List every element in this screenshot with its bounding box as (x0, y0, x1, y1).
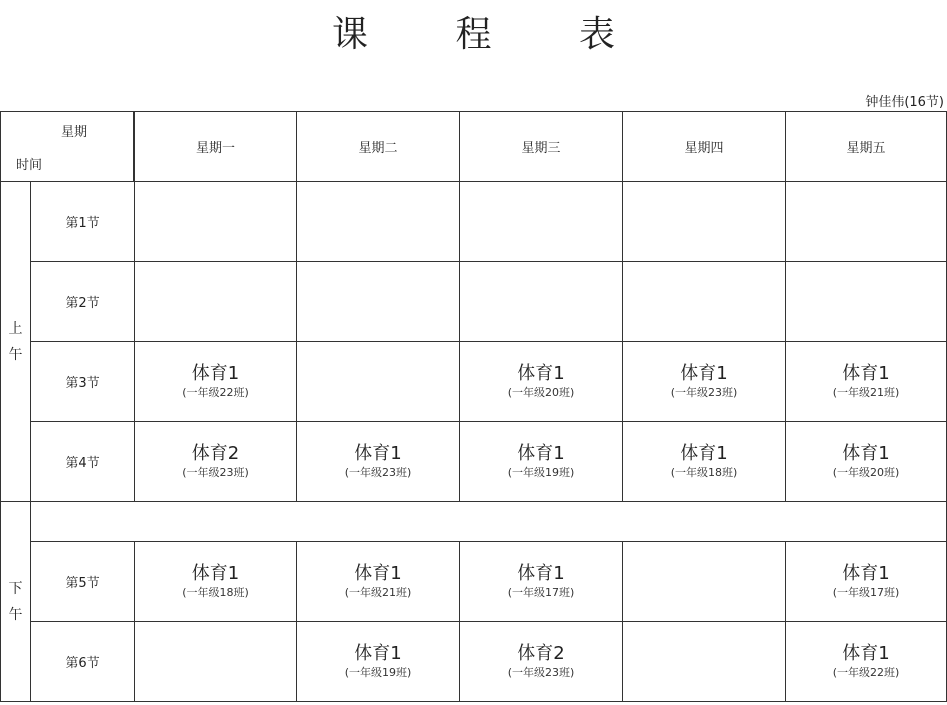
period-label (30, 421, 135, 502)
course-cell (622, 421, 786, 502)
empty-cell (622, 181, 786, 262)
period-label (30, 541, 135, 622)
course-cell (459, 541, 623, 622)
course-class: (一年级22班) (182, 385, 249, 399)
course-class: (一年级19班) (507, 465, 575, 479)
course-class: (一年级17班) (507, 585, 575, 599)
page-title (0, 6, 947, 57)
empty-cell (459, 181, 623, 262)
course-cell (296, 621, 460, 702)
empty-cell (296, 261, 460, 342)
course-class: (一年级23班) (507, 665, 575, 679)
course-subject: 体育1 (517, 362, 565, 384)
period-label-text: 第4节 (65, 456, 100, 471)
course-subject: 体育1 (842, 362, 890, 384)
half-day-afternoon (0, 501, 31, 702)
course-cell (785, 541, 947, 622)
course-class: (一年级20班) (832, 465, 900, 479)
course-subject: 体育1 (354, 442, 402, 464)
period-label-text: 第2节 (65, 296, 100, 311)
period-label-text: 第5节 (65, 576, 100, 591)
course-class: (一年级23班) (670, 385, 738, 399)
corner-header (0, 111, 134, 182)
period-label (30, 621, 135, 702)
day-header-label: 星期一 (195, 141, 235, 156)
course-cell (785, 621, 947, 702)
half-day-char: 下 (8, 580, 23, 597)
day-header-wed (459, 111, 623, 182)
course-subject: 体育1 (842, 642, 890, 664)
empty-cell (134, 261, 297, 342)
empty-cell (134, 181, 297, 262)
empty-cell (622, 541, 786, 622)
course-cell (459, 421, 623, 502)
title-char: 程 (455, 14, 492, 55)
period-label-text: 第6节 (65, 656, 100, 671)
empty-cell (459, 261, 623, 342)
course-subject: 体育1 (517, 562, 565, 584)
half-day-morning (0, 181, 31, 502)
course-class: (一年级18班) (670, 465, 738, 479)
teacher-label: 钟佳伟(16节) (865, 95, 944, 110)
half-day-char: 午 (8, 606, 23, 623)
day-header-label: 星期五 (846, 141, 886, 156)
empty-cell (134, 621, 297, 702)
course-class: (一年级21班) (832, 385, 900, 399)
day-header-label: 星期二 (358, 141, 398, 156)
half-day-char: 午 (8, 346, 23, 363)
half-day-char: 上 (8, 320, 23, 337)
course-subject: 体育2 (517, 642, 565, 664)
period-label (30, 261, 135, 342)
course-cell (459, 341, 623, 422)
empty-cell (785, 181, 947, 262)
course-subject: 体育1 (842, 562, 890, 584)
empty-cell (622, 621, 786, 702)
period-label (30, 341, 135, 422)
course-cell (134, 541, 297, 622)
course-subject: 体育1 (191, 562, 240, 584)
course-cell (296, 421, 460, 502)
day-header-mon (134, 111, 297, 182)
day-header-fri (785, 111, 947, 182)
period-label-text: 第3节 (65, 376, 100, 391)
lunch-break-row (30, 501, 947, 542)
course-subject: 体育1 (354, 562, 402, 584)
course-class: (一年级20班) (507, 385, 575, 399)
empty-cell (296, 181, 460, 262)
course-class: (一年级19班) (344, 665, 412, 679)
empty-cell (296, 341, 460, 422)
course-subject: 体育1 (680, 442, 728, 464)
course-subject: 体育1 (354, 642, 402, 664)
course-cell (296, 541, 460, 622)
course-class: (一年级22班) (832, 665, 900, 679)
course-cell (785, 341, 947, 422)
course-cell (785, 421, 947, 502)
corner-bottom-label: 时间 (16, 158, 43, 173)
title-char: 课 (332, 14, 369, 55)
course-class: (一年级21班) (344, 585, 412, 599)
course-cell (134, 341, 297, 422)
course-cell (459, 621, 623, 702)
empty-cell (622, 261, 786, 342)
corner-top-label: 星期 (61, 125, 88, 140)
title-char: 表 (578, 14, 615, 55)
day-header-tue (296, 111, 460, 182)
period-label (30, 181, 135, 262)
day-header-label: 星期三 (521, 141, 561, 156)
course-class: (一年级18班) (182, 585, 249, 599)
day-header-thu (622, 111, 786, 182)
course-subject: 体育1 (842, 442, 890, 464)
day-header-label: 星期四 (684, 141, 724, 156)
period-label-text: 第1节 (65, 216, 100, 231)
empty-cell (785, 261, 947, 342)
course-class: (一年级23班) (344, 465, 412, 479)
course-subject: 体育2 (191, 442, 240, 464)
course-subject: 体育1 (517, 442, 565, 464)
course-class: (一年级17班) (832, 585, 900, 599)
course-cell (134, 421, 297, 502)
course-class: (一年级23班) (182, 465, 249, 479)
course-cell (622, 341, 786, 422)
course-subject: 体育1 (680, 362, 728, 384)
course-subject: 体育1 (191, 362, 240, 384)
